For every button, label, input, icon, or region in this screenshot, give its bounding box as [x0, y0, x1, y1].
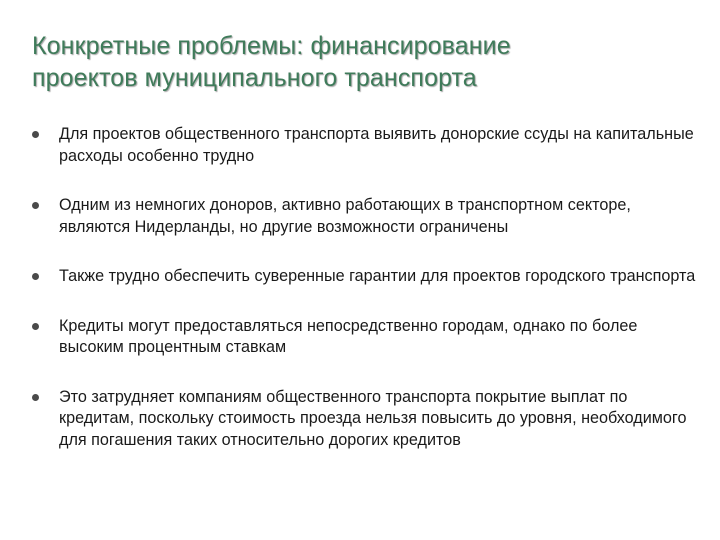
bullet-dot-icon [32, 131, 39, 138]
bullet-text: Также трудно обеспечить суверенные гарантии для проектов городского транспорта [59, 267, 696, 285]
slide-title-line-1: Конкретные проблемы: финансирование [32, 32, 511, 60]
bullet-dot-icon [32, 394, 39, 401]
bullet-text: Кредиты могут предоставляться непосредственно городам, однако по более высоким процентным ставкам [59, 316, 638, 356]
slide-title-line-2: проектов муниципального транспорта [32, 64, 477, 92]
bullet-dot-icon [32, 273, 39, 280]
bullet-text: Это затрудняет компаниям общественного транспорта покрытие выплат по кредитам, поскольку стоимость проезда нельзя повысить до уровня, необходимого для погашения таких относительно дорогих кредитов [59, 387, 687, 449]
slide-title [32, 30, 692, 94]
bullet-dot-icon [32, 323, 39, 330]
bullet-item [30, 316, 700, 359]
bullet-item [30, 387, 700, 452]
bullet-dot-icon [32, 202, 39, 209]
bullet-text: Для проектов общественного транспорта выявить донорские ссуды на капитальные расходы особенно трудно [59, 125, 694, 165]
bullet-item [30, 195, 700, 238]
bullet-item [30, 266, 700, 288]
bullet-list [30, 124, 700, 451]
bullet-text: Одним из немногих доноров, активно работающих в транспортном секторе, являются Нидерланды, но другие возможности ограничены [59, 196, 631, 236]
bullet-item [30, 124, 700, 167]
